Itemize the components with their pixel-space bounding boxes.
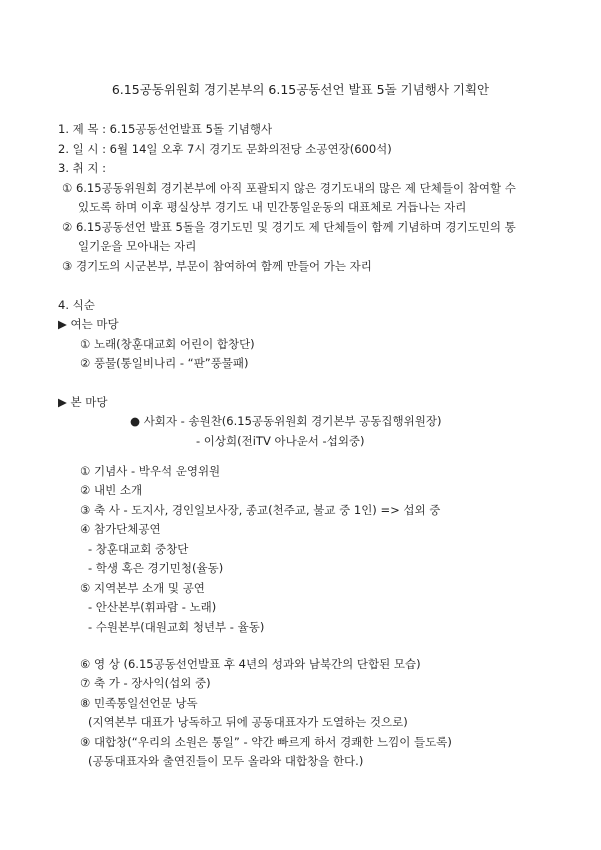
main-item-3: ③ 축 사 - 도지사, 경인일보사장, 종교(천주교, 불교 중 1인) => 섭외 중 (80, 503, 441, 517)
main-item-5-sub-1: - 안산본부(휘파람 - 노래) (88, 600, 217, 614)
purpose-3: ③ 경기도의 시군본부, 부문이 참여하여 함께 만들어 가는 자리 (62, 259, 372, 273)
main-item-4-sub-2: - 학생 혹은 경기민청(율동) (88, 561, 224, 575)
main-item-8-note: (지역본부 대표가 낭독하고 뒤에 공동대표자가 도열하는 것으로) (88, 715, 408, 729)
item-purpose-heading: 3. 취 지 : (58, 161, 107, 175)
item-datetime: 2. 일 시 : 6월 14일 오후 7시 경기도 문화의전당 소공연장(600석) (58, 142, 392, 156)
main-item-5-sub-2: - 수원본부(대원교회 청년부 - 율동) (88, 620, 265, 634)
main-item-4: ④ 참가단체공연 (80, 522, 161, 536)
main-item-8: ⑧ 민족통일선언문 낭독 (80, 696, 198, 710)
purpose-2-line-1: ② 6.15공동선언 발표 5돌을 경기도민 및 경기도 제 단체들이 함께 기념하며 경기도민의 통 (62, 220, 516, 234)
main-item-9-note: (공동대표자와 출연진들이 모두 올라와 대합창을 한다.) (88, 754, 364, 768)
host-2: - 이상희(전iTV 아나운서 -섭외중) (196, 434, 365, 448)
item-subject: 1. 제 목 : 6.15공동선언발표 5돌 기념행사 (58, 122, 273, 136)
main-item-7: ⑦ 축 가 - 장사익(섭외 중) (80, 676, 211, 690)
opening-item-1: ① 노래(창훈대교회 어린이 합창단) (80, 337, 255, 351)
main-item-1: ① 기념사 - 박우석 운영위원 (80, 464, 221, 478)
purpose-1-line-1: ① 6.15공동위원회 경기본부에 아직 포괄되지 않은 경기도내의 많은 제 단체들이 참여할 수 (62, 181, 516, 195)
purpose-1-line-2: 있도록 하며 이후 평실상부 경기도 내 민간통일운동의 대표체로 거듭나는 자리 (78, 200, 467, 214)
host-1: ● 사회자 - 송원찬(6.15공동위원회 경기본부 공동집행위원장) (130, 414, 442, 428)
main-item-5: ⑤ 지역본부 소개 및 공연 (80, 581, 205, 595)
main-item-4-sub-1: - 창훈대교회 중창단 (88, 542, 189, 556)
document-title: 6.15공동위원회 경기본부의 6.15공동선언 발표 5돌 기념행사 기획안 (111, 82, 490, 97)
main-item-2: ② 내빈 소개 (80, 483, 143, 497)
main-item-6: ⑥ 영 상 (6.15공동선언발표 후 4년의 성과와 남북간의 단합된 모습) (80, 657, 421, 671)
purpose-2-line-2: 일기운을 모아내는 자리 (78, 239, 197, 253)
opening-item-2: ② 풍물(통일비나리 - “판”풍물패) (80, 356, 249, 370)
main-item-9: ⑨ 대합창(“우리의 소원은 통일” - 약간 빠르게 하서 경쾌한 느낌이 들도록) (80, 735, 452, 749)
section-opening: ▶ 여는 마당 (58, 317, 119, 331)
section-main: ▶ 본 마당 (58, 395, 108, 409)
item-program-heading: 4. 식순 (58, 298, 95, 312)
